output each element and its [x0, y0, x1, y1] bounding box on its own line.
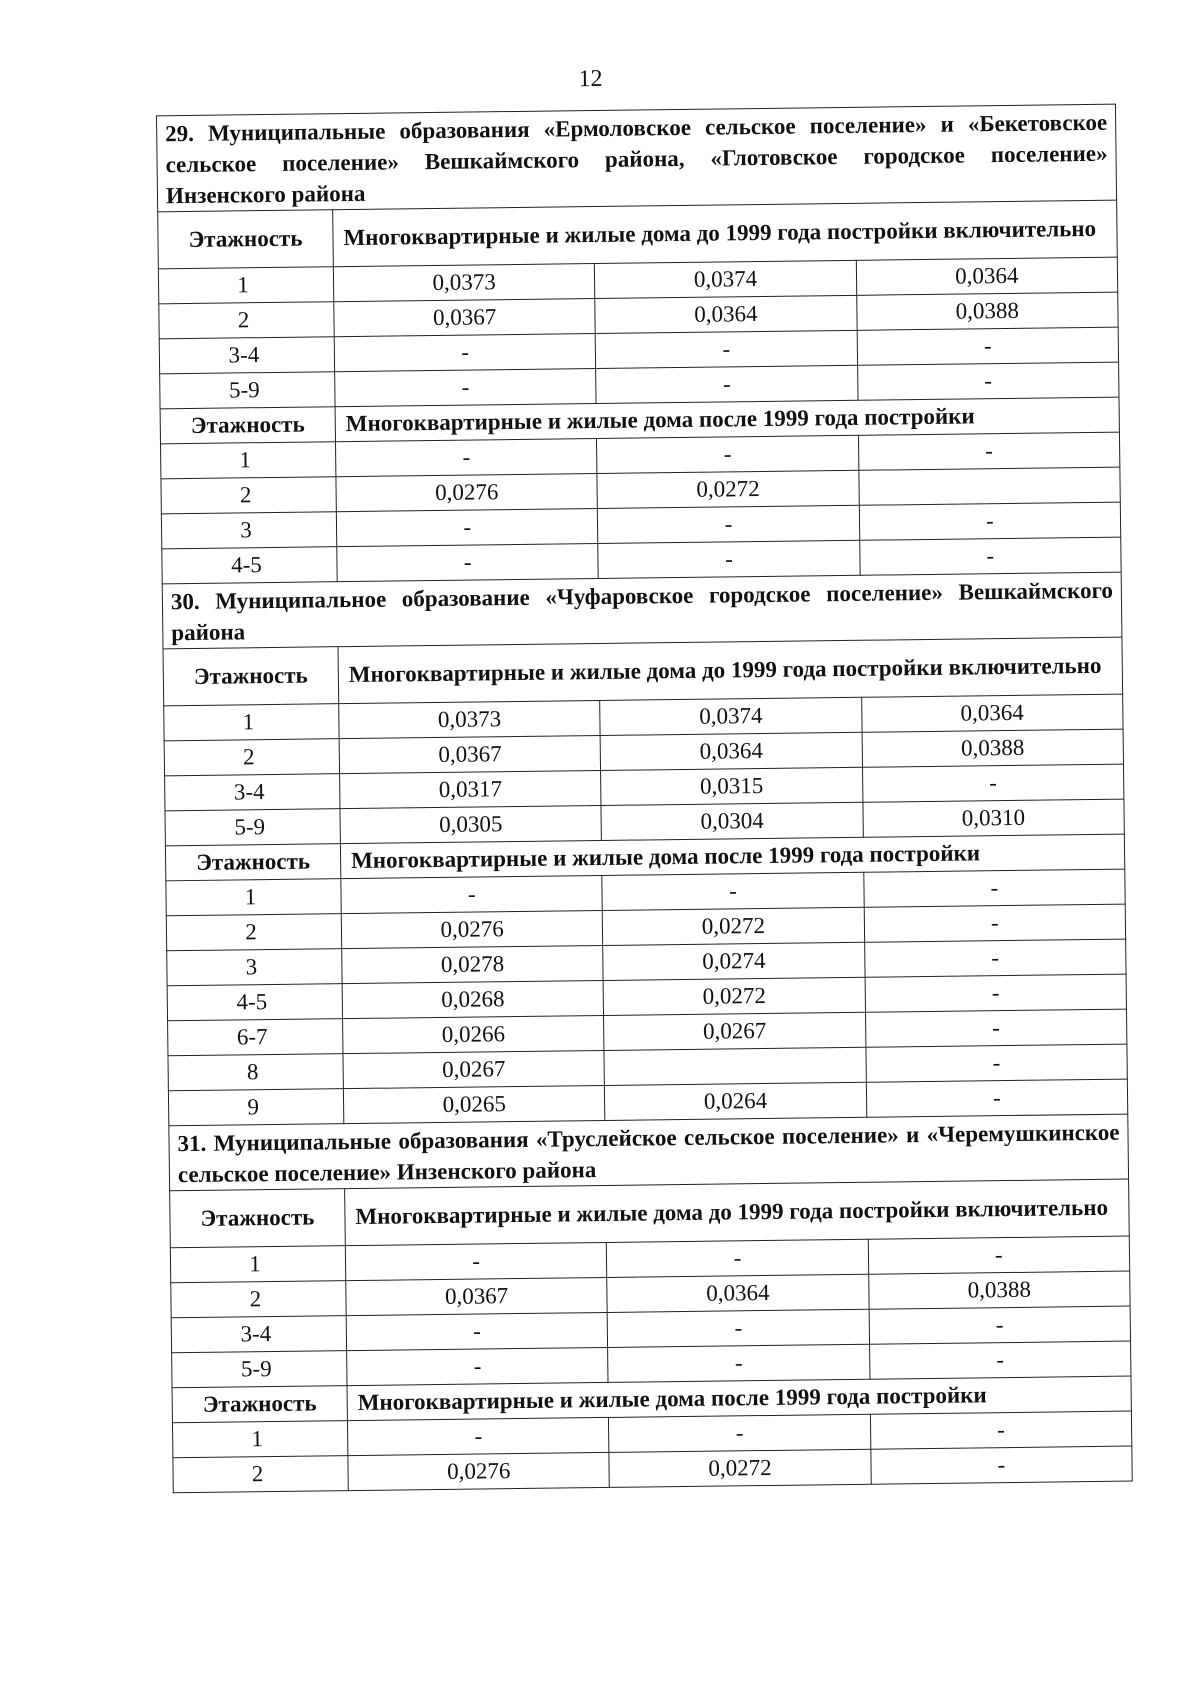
floor-cell: 3-4	[159, 337, 334, 374]
value-cell: -	[335, 439, 597, 477]
value-cell: -	[857, 327, 1119, 365]
value-cell: 0,0276	[341, 910, 603, 948]
section-title-row	[162, 572, 1122, 649]
value-cell: -	[347, 1417, 609, 1455]
value-cell: 0,0268	[342, 980, 604, 1018]
floor-cell: 4-5	[167, 984, 342, 1021]
section-title: 31. Муниципальные образования «Труслейское сельское поселение» и «Черемушкинское сельское поселение» Инзенского района	[169, 1114, 1129, 1191]
value-cell: 0,0305	[340, 805, 602, 843]
block-description: Многоквартирные и жилые дома до 1999 года постройки включительно	[345, 1179, 1130, 1246]
value-cell: -	[857, 362, 1119, 400]
page-number: 12	[578, 65, 603, 93]
value-cell: 0,0367	[334, 299, 596, 337]
floor-cell: 5-9	[165, 809, 340, 846]
value-cell: -	[862, 764, 1124, 802]
value-cell: 0,0373	[333, 264, 595, 302]
floor-cell: 2	[171, 1281, 346, 1318]
value-cell: -	[346, 1312, 608, 1350]
floor-cell: 1	[166, 879, 341, 916]
value-cell: -	[865, 974, 1127, 1012]
floor-cell: 1	[172, 1421, 347, 1458]
value-cell: -	[607, 1309, 869, 1347]
value-cell: 0,0264	[605, 1082, 867, 1120]
value-cell: 0,0364	[856, 257, 1118, 295]
value-cell: -	[869, 1306, 1131, 1344]
value-cell: -	[863, 869, 1125, 907]
floor-cell: 4-5	[162, 547, 337, 584]
value-cell: -	[602, 872, 864, 910]
floor-cell: 1	[164, 704, 339, 741]
floors-column-label: Этажность	[160, 407, 335, 444]
floor-cell: 2	[161, 477, 336, 514]
value-cell: 0,0367	[339, 735, 601, 773]
value-cell: -	[596, 330, 858, 368]
value-cell: -	[869, 1341, 1131, 1379]
block-description: Многоквартирные и жилые дома после 1999 года постройки	[335, 397, 1119, 442]
value-cell: -	[870, 1446, 1132, 1484]
floors-column-label: Этажность	[165, 844, 340, 881]
value-cell: 0,0267	[604, 1012, 866, 1050]
value-cell: 0,0278	[342, 945, 604, 983]
value-cell: 0,0364	[861, 694, 1123, 732]
value-cell: -	[866, 1044, 1128, 1082]
value-cell: 0,0364	[607, 1274, 869, 1312]
value-cell	[859, 467, 1121, 505]
floor-cell: 3	[161, 512, 336, 549]
section-title: 29. Муниципальные образования «Ермоловское сельское поселение» и «Бекетовское сельское поселение» Вешкаймского района, «Глотовское городское поселение» Инзенского района	[156, 104, 1116, 212]
value-cell: -	[865, 1009, 1127, 1047]
value-cell: -	[598, 505, 860, 543]
value-cell: -	[334, 334, 596, 372]
floor-cell: 2	[166, 914, 341, 951]
floor-cell: 6-7	[168, 1019, 343, 1056]
value-cell: -	[866, 1079, 1128, 1117]
floor-cell: 3	[167, 949, 342, 986]
value-cell: 0,0276	[336, 474, 598, 512]
value-cell: 0,0310	[863, 799, 1125, 837]
value-cell: -	[337, 544, 599, 582]
section-title-row	[156, 104, 1116, 212]
value-cell: -	[596, 365, 858, 403]
section-title: 30. Муниципальное образование «Чуфаровское городское поселение» Вешкаймского района	[162, 572, 1122, 649]
value-cell	[604, 1047, 866, 1085]
value-cell: 0,0272	[603, 907, 865, 945]
value-cell: 0,0265	[343, 1085, 605, 1123]
floor-cell: 1	[170, 1246, 345, 1283]
value-cell: -	[864, 904, 1126, 942]
value-cell: -	[598, 540, 860, 578]
floors-column-label: Этажность	[172, 1386, 347, 1423]
value-cell: 0,0276	[348, 1452, 610, 1490]
value-cell: -	[597, 435, 859, 473]
floor-cell: 2	[159, 302, 334, 339]
value-cell: -	[336, 509, 598, 547]
block-description: Многоквартирные и жилые дома до 1999 года постройки включительно	[338, 637, 1123, 704]
value-cell: 0,0388	[856, 292, 1118, 330]
value-cell: 0,0267	[343, 1050, 605, 1088]
floor-cell: 8	[168, 1054, 343, 1091]
value-cell: 0,0374	[595, 260, 857, 298]
value-cell: -	[341, 875, 603, 913]
value-cell: -	[870, 1411, 1132, 1449]
value-cell: 0,0388	[862, 729, 1124, 767]
value-cell: 0,0374	[600, 697, 862, 735]
value-cell: 0,0304	[601, 802, 863, 840]
value-cell: -	[607, 1239, 869, 1277]
block-description: Многоквартирные и жилые дома после 1999 года постройки	[347, 1376, 1131, 1421]
value-cell: -	[859, 502, 1121, 540]
floors-column-label: Этажность	[163, 647, 339, 706]
value-cell: 0,0266	[343, 1015, 605, 1053]
value-cell: -	[608, 1344, 870, 1382]
floor-cell: 5-9	[172, 1351, 347, 1388]
floor-cell: 3-4	[171, 1316, 346, 1353]
floor-cell: 1	[161, 442, 336, 479]
floor-cell: 9	[168, 1089, 343, 1126]
value-cell: 0,0373	[339, 700, 601, 738]
value-cell: 0,0364	[595, 295, 857, 333]
value-cell: 0,0272	[603, 977, 865, 1015]
floor-cell: 3-4	[165, 774, 340, 811]
tariff-table	[156, 104, 1133, 1494]
floors-column-label: Этажность	[170, 1189, 346, 1248]
block-description: Многоквартирные и жилые дома после 1999 года постройки	[340, 834, 1124, 879]
value-cell: -	[347, 1347, 609, 1385]
section-title-row	[169, 1114, 1129, 1191]
value-cell: -	[345, 1242, 607, 1280]
value-cell: -	[335, 369, 597, 407]
value-cell: -	[868, 1236, 1130, 1274]
value-cell: 0,0315	[601, 767, 863, 805]
value-cell: 0,0274	[603, 942, 865, 980]
floor-cell: 2	[173, 1456, 348, 1493]
value-cell: -	[864, 939, 1126, 977]
floors-column-label: Этажность	[158, 210, 334, 269]
value-cell: -	[609, 1414, 871, 1452]
value-cell: 0,0367	[346, 1277, 608, 1315]
floor-cell: 5-9	[160, 372, 335, 409]
value-cell: -	[859, 537, 1121, 575]
value-cell: 0,0364	[600, 732, 862, 770]
value-cell: 0,0317	[340, 770, 602, 808]
value-cell: -	[858, 432, 1120, 470]
value-cell: 0,0388	[868, 1271, 1130, 1309]
value-cell: 0,0272	[597, 470, 859, 508]
floor-cell: 1	[158, 267, 333, 304]
tariff-table-container	[156, 104, 1133, 1494]
value-cell: 0,0272	[609, 1449, 871, 1487]
floor-cell: 2	[164, 739, 339, 776]
block-description: Многоквартирные и жилые дома до 1999 года постройки включительно	[333, 200, 1118, 267]
